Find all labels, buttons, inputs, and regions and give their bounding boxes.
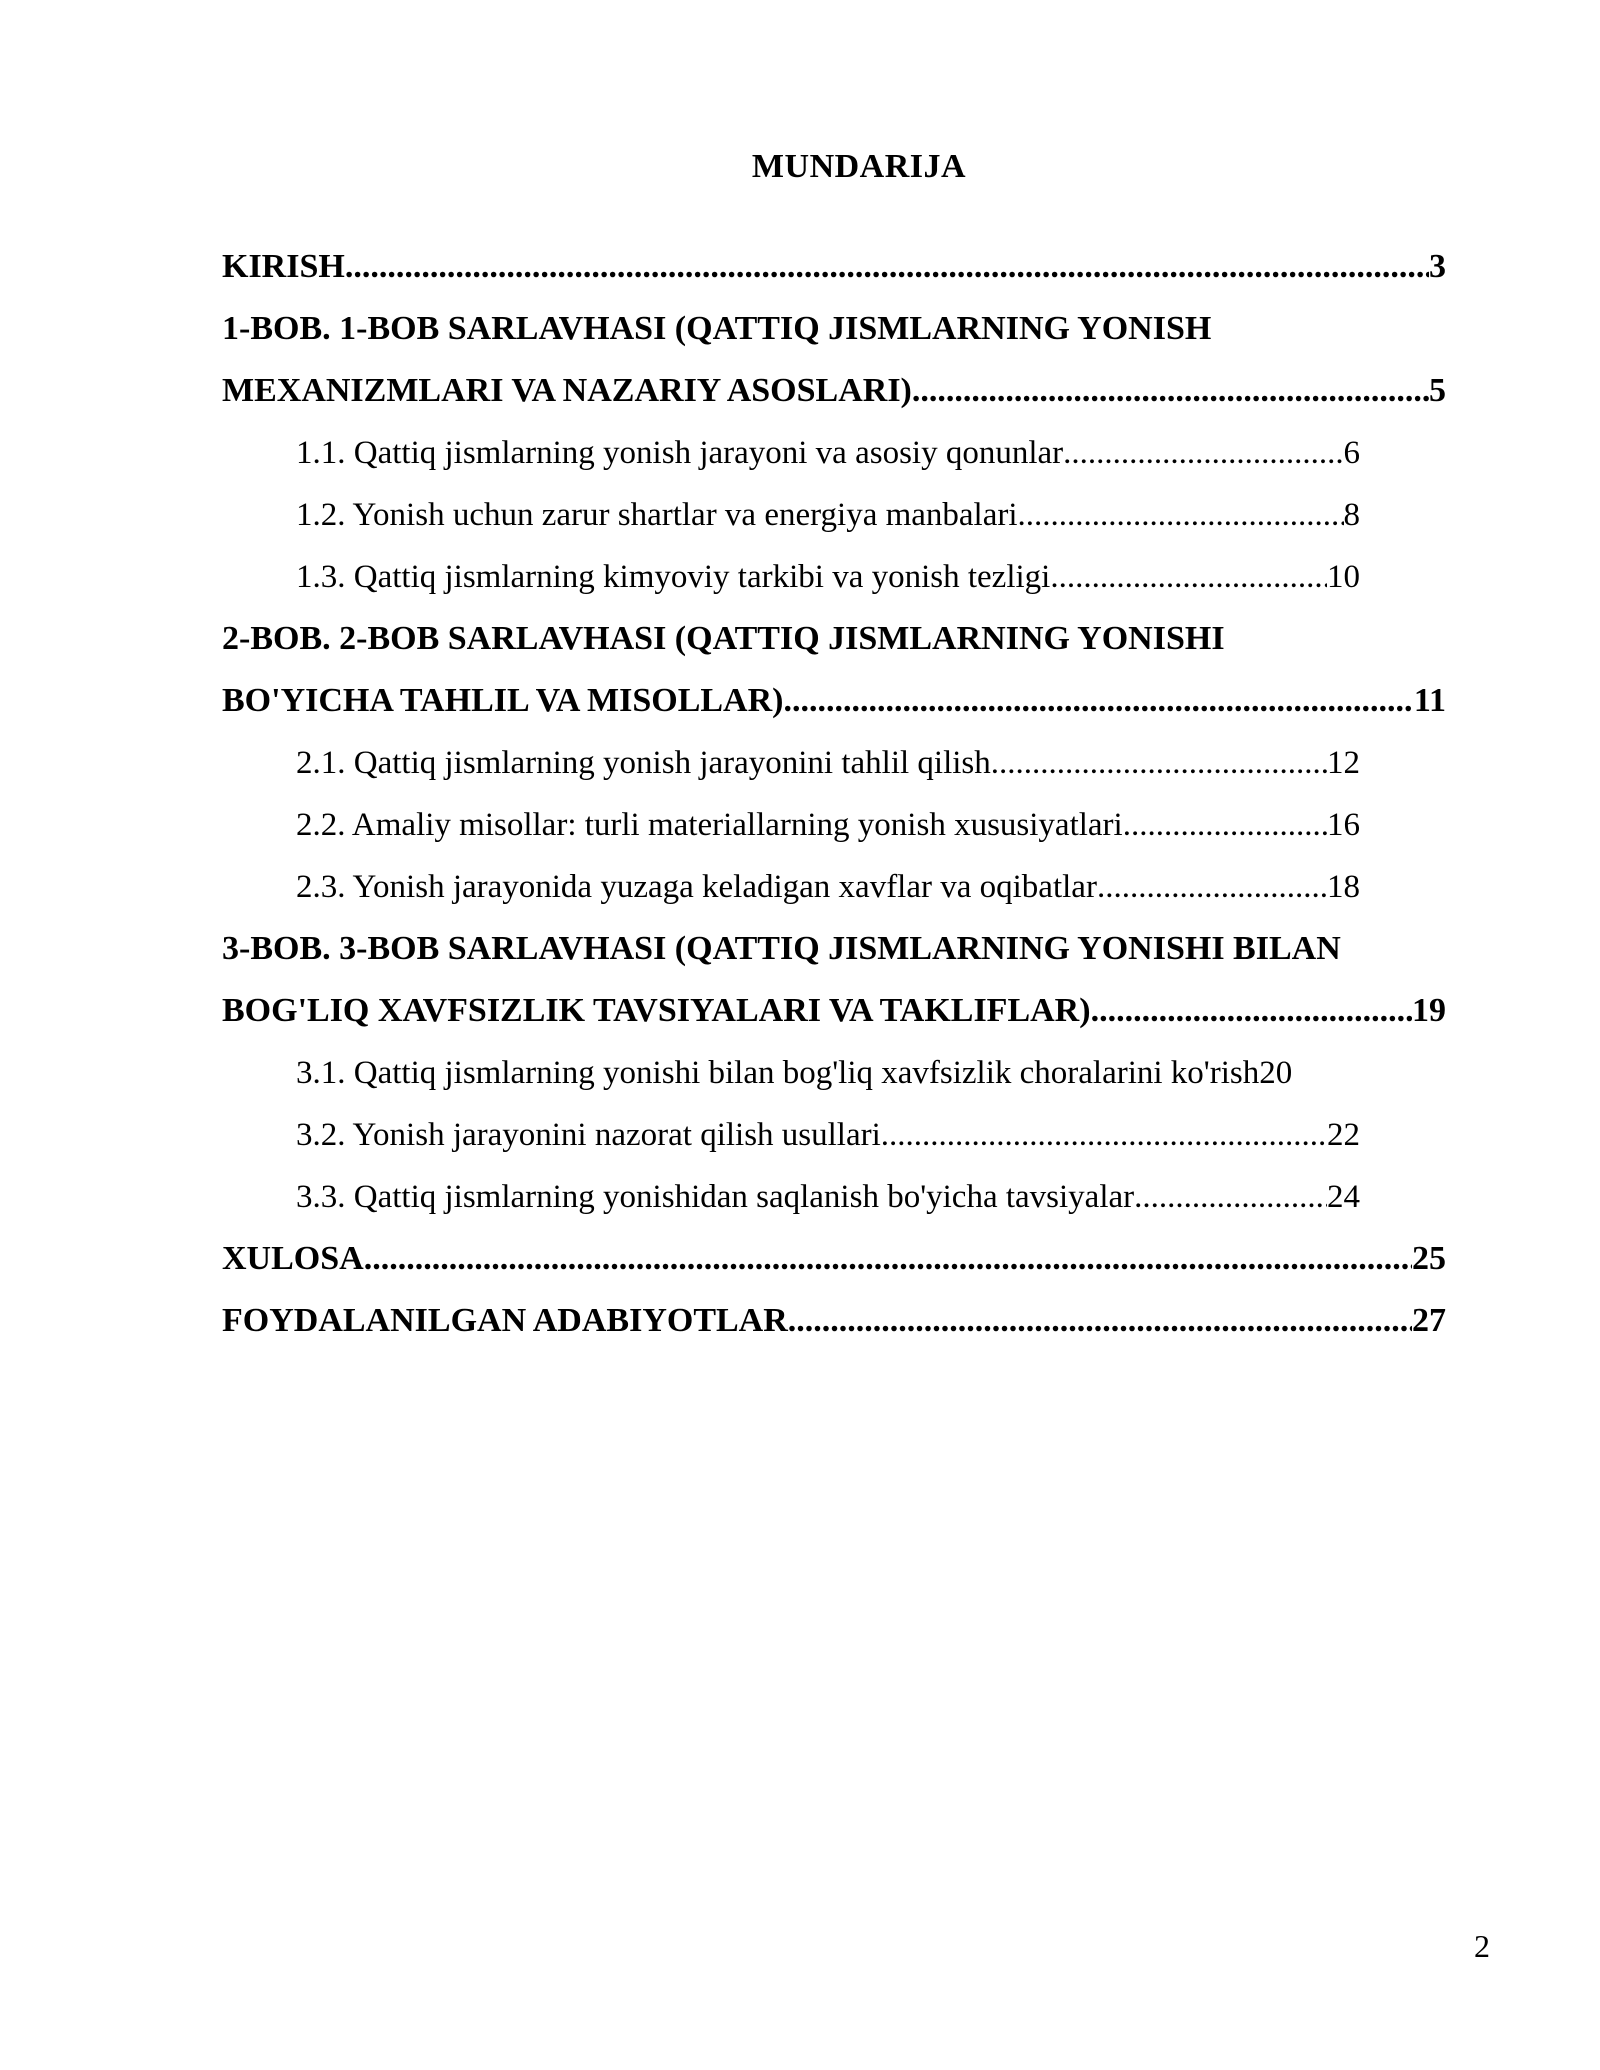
dot-leader: [783, 670, 1413, 732]
toc-entry-kirish[interactable]: [222, 236, 1446, 298]
toc-page-number: 12: [1327, 745, 1360, 781]
toc-entry-label: 2.2. Amaliy misollar: turli materiallarning yonish xususiyatlari: [296, 807, 1123, 843]
toc-entry-2-1[interactable]: [222, 732, 1360, 794]
toc-entry-2-2[interactable]: [222, 794, 1360, 856]
dot-leader: [1050, 546, 1327, 608]
dot-leader: [912, 360, 1429, 422]
toc-page-number: 16: [1327, 807, 1360, 843]
toc-entry-label-line1: 1-BOB. 1-BOB SARLAVHASI (QATTIQ JISMLARNING YONISH: [222, 310, 1212, 347]
toc-entry-label-line1: 3-BOB. 3-BOB SARLAVHASI (QATTIQ JISMLARNING YONISHI BILAN: [222, 930, 1341, 967]
toc-entry-3-3[interactable]: [222, 1166, 1360, 1228]
toc-page-number: 18: [1327, 869, 1360, 905]
table-of-contents: [222, 236, 1446, 1352]
toc-page-number: 5: [1429, 372, 1446, 409]
toc-entry-label: 1.1. Qattiq jismlarning yonish jarayoni va asosiy qonunlar: [296, 435, 1064, 471]
dot-leader: [1018, 484, 1344, 546]
toc-entry-references[interactable]: [222, 1290, 1446, 1352]
toc-entry-chapter-2[interactable]: [222, 608, 1446, 732]
toc-page-number: 19: [1412, 992, 1446, 1029]
toc-page-number: 22: [1327, 1117, 1360, 1153]
toc-entry-label: 3.2. Yonish jarayonini nazorat qilish usullari: [296, 1117, 881, 1153]
dot-leader: [1097, 856, 1327, 918]
toc-page-number: 3: [1429, 248, 1446, 285]
toc-page-number: 27: [1412, 1302, 1446, 1339]
toc-entry-label: 1.3. Qattiq jismlarning kimyoviy tarkibi va yonish tezligi: [296, 559, 1051, 595]
toc-entry-label: 1.2. Yonish uchun zarur shartlar va energiya manbalari: [296, 497, 1018, 533]
dot-leader: [1063, 422, 1343, 484]
toc-page-number: 6: [1343, 435, 1360, 471]
toc-entry-2-3[interactable]: [222, 856, 1360, 918]
toc-title: MUNDARIJA: [751, 148, 967, 185]
toc-entry-1-2[interactable]: [222, 484, 1360, 546]
toc-page-number: 24: [1327, 1179, 1360, 1215]
toc-entry-label: 3.1. Qattiq jismlarning yonishi bilan bog'liq xavfsizlik choralarini ko'rish20: [296, 1055, 1293, 1091]
dot-leader: [1134, 1166, 1327, 1228]
toc-entry-1-3[interactable]: [222, 546, 1360, 608]
toc-entry-chapter-1[interactable]: [222, 298, 1446, 422]
toc-entry-label: 2.1. Qattiq jismlarning yonish jarayonini tahlil qilish: [296, 745, 991, 781]
dot-leader: [1091, 980, 1412, 1042]
toc-page-number: 11: [1413, 682, 1446, 719]
dot-leader: [345, 236, 1429, 298]
dot-leader: [991, 732, 1327, 794]
dot-leader: [788, 1290, 1412, 1352]
page-number: 2: [1474, 1928, 1490, 1964]
toc-entry-3-2[interactable]: [222, 1104, 1360, 1166]
toc-entry-label: XULOSA: [222, 1240, 364, 1277]
dot-leader: [881, 1104, 1327, 1166]
toc-entry-xulosa[interactable]: [222, 1228, 1446, 1290]
toc-entry-label: FOYDALANILGAN ADABIYOTLAR: [222, 1302, 788, 1339]
toc-entry-1-1[interactable]: [222, 422, 1360, 484]
toc-page-number: 10: [1327, 559, 1360, 595]
toc-entry-label-line2: BOG'LIQ XAVFSIZLIK TAVSIYALARI VA TAKLIFLAR): [222, 992, 1091, 1029]
toc-entry-label: 2.3. Yonish jarayonida yuzaga keladigan xavflar va oqibatlar: [296, 869, 1097, 905]
toc-entry-label-line2: BO'YICHA TAHLIL VA MISOLLAR): [222, 682, 784, 719]
dot-leader: [1123, 794, 1327, 856]
toc-entry-3-1[interactable]: [222, 1042, 1360, 1104]
toc-entry-label: KIRISH: [222, 248, 345, 285]
dot-leader: [364, 1228, 1412, 1290]
toc-entry-label-line1: 2-BOB. 2-BOB SARLAVHASI (QATTIQ JISMLARNING YONISHI: [222, 620, 1225, 657]
toc-entry-label-line2: MEXANIZMLARI VA NAZARIY ASOSLARI): [222, 372, 912, 409]
toc-page-number: 8: [1343, 497, 1360, 533]
toc-page-number: 25: [1412, 1240, 1446, 1277]
toc-entry-label: 3.3. Qattiq jismlarning yonishidan saqlanish bo'yicha tavsiyalar: [296, 1179, 1135, 1215]
toc-entry-chapter-3[interactable]: [222, 918, 1446, 1042]
